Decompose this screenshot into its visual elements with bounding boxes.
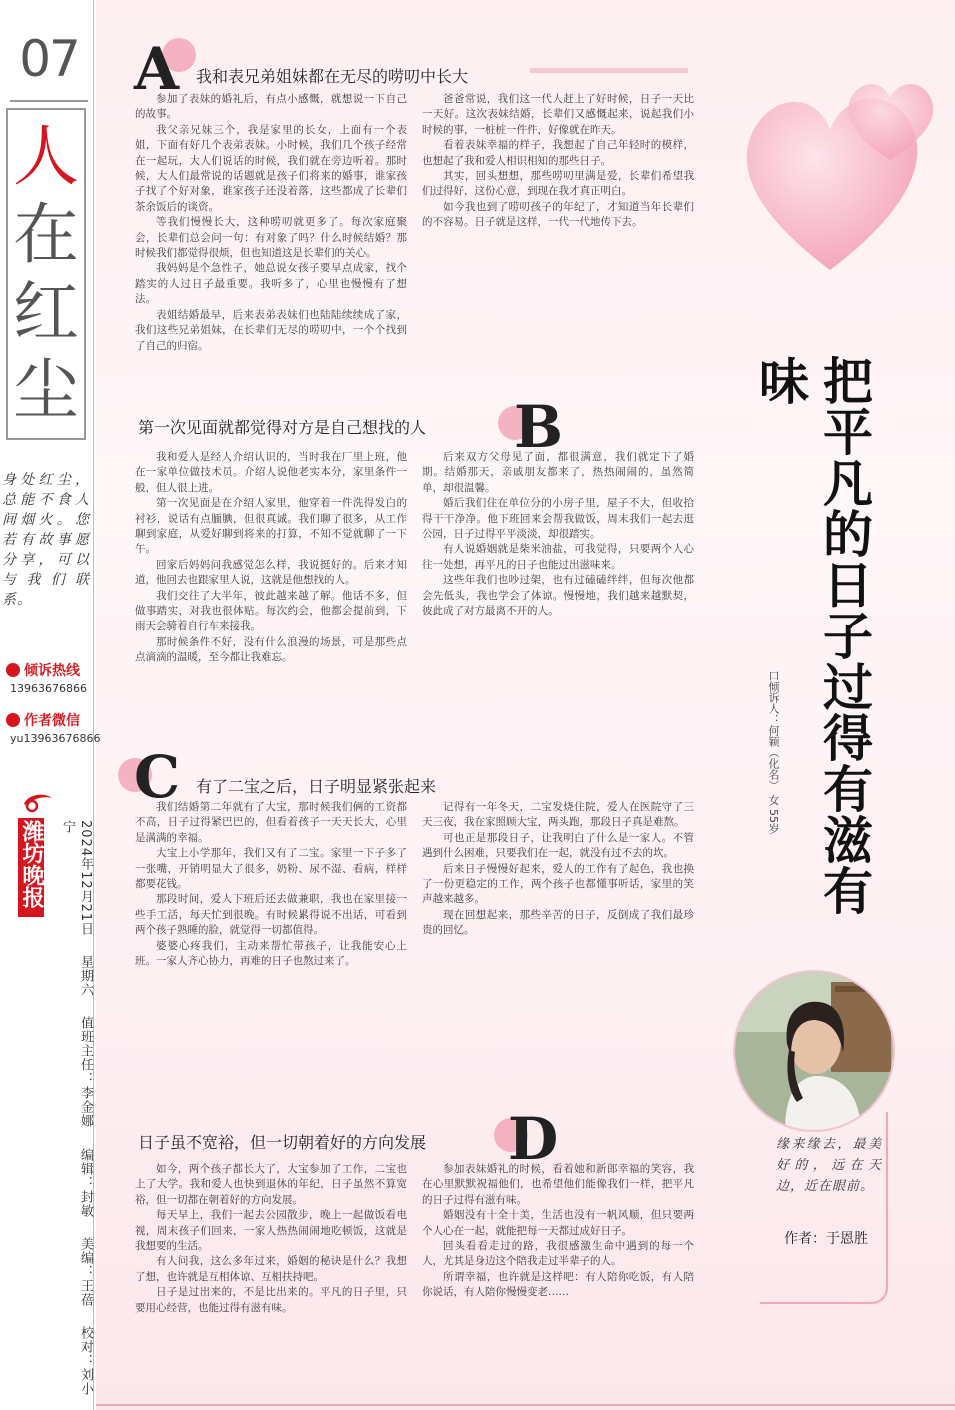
edition-meta	[58, 820, 94, 1410]
wechat-id: yu13963676866	[10, 732, 101, 745]
section-a-bar	[530, 68, 688, 73]
section-a-column-1: 参加了表妹的婚礼后，有点小感慨，就想说一下自己的故事。 我父亲兄妹三个，我是家里的长女，上面有一个表姐，下面有好几个表弟表妹。小时候，我们几个孩子经常在一起玩，大人们说话的时候，我们就在旁边听着。那时候，大人们最常说的话题就是孩子们将来的婚事，谁家孩子找了个好对象，谁家孩子还没着落，这些都成了长辈们茶余饭后的谈资。 等我们慢慢长大，这种唠叨就更多了。每次家庭聚会，长辈们总会问一句：有对象了吗？什么时候结婚？那时候我们都觉得很烦，但也知道这是长辈们的关心。 我妈妈是个急性子，她总说女孩子要早点成家，找个踏实的人过日子最重要。我听多了，心里也慢慢有了想法。 表姐结婚最早，后来表弟表妹们也陆陆续续成了家，我们这些兄弟姐妹，在长辈们无尽的唠叨中，一个个找到了自己的归宿。	[135, 93, 407, 352]
column-title	[6, 118, 86, 430]
article-author: 作者：于恩胜	[784, 1231, 868, 1247]
section-a-title: 我和表兄弟姐妹都在无尽的唠叨中长大	[196, 67, 469, 86]
hotline-label: 倾诉热线	[6, 660, 80, 680]
column-title-char: 尘	[13, 352, 79, 429]
portrait-photo	[735, 972, 893, 1130]
pull-quote: 缘来缘去，最美好的，远在天边，近在眼前。	[776, 1137, 882, 1194]
column-title-char: 人	[13, 118, 79, 195]
bottom-rule	[96, 1404, 955, 1406]
article-byline: 口倾诉人：何颖（化名） 女 55岁	[767, 670, 780, 834]
section-c-title: 有了二宝之后，日子明显紧张起来	[196, 777, 437, 796]
section-b-title: 第一次见面就都觉得对方是自己想找的人	[138, 418, 427, 437]
section-d-column-1: 如今，两个孩子都长大了，大宝参加了工作，二宝也上了大学。我和爱人也快到退休的年纪，日子虽然不算宽裕，但一切都在朝着好的方向发展。 每天早上，我们一起去公园散步，晚上一起做饭看电视，周末孩子们回来，一家人热热闹闹地吃顿饭，这就是我想要的生活。 有人问我，这么多年过来，婚姻的秘诀是什么？我想了想，也许就是互相体谅、互相扶持吧。 日子是过出来的，不是比出来的。平凡的日子里，只要用心经营，也能过得有滋有味。	[135, 1163, 407, 1314]
column-title-char: 红	[13, 274, 79, 351]
art-editor: 美编：王蓓	[78, 1236, 93, 1307]
section-b-column-2: 后来双方父母见了面，都很满意，我们就定下了婚期。结婚那天，亲戚朋友都来了，热热闹闹的，虽然简单，却很温馨。 婚后我们住在单位分的小房子里，屋子不大，但收拾得干干净净。他下班回来会帮我做饭，周末我们一起去逛公园，日子过得平平淡淡，却很踏实。 有人说婚姻就是柴米油盐，可我觉得，只要两个人心往一处想，再平凡的日子也能过出滋味来。 这些年我们也吵过架，也有过磕磕绊绊，但每次他都会先低头，我也学会了体谅。慢慢地，我们越来越默契，彼此成了对方最离不开的人。	[422, 451, 694, 618]
proofreader: 校对：刘小宁	[60, 820, 93, 1396]
wechat-icon	[6, 713, 20, 727]
section-b-column-1: 我和爱人是经人介绍认识的，当时我在厂里上班，他在一家单位做技术员。介绍人说他老实本分，家里条件一般，但人很上进。 第一次见面是在介绍人家里，他穿着一件洗得发白的衬衫，说话有点腼腆，但很真诚。我们聊了很多，从工作聊到家庭，从爱好聊到将来的打算，不知不觉就聊了一下午。 回家后妈妈问我感觉怎么样，我说挺好的。后来才知道，他回去也跟家里人说，这就是他想找的人。 我们交往了大半年，彼此越来越了解。他话不多，但做事踏实，对我也很体贴。每次约会，他都会提前到，下雨天会骑着自行车来接我。 那时候条件不好，没有什么浪漫的场景，可是那些点点滴滴的温暖，至今都让我难忘。	[135, 451, 407, 664]
author-portrait	[733, 970, 895, 1132]
newspaper-logo-icon	[20, 790, 56, 814]
column-intro: 身处红尘，总能不食人间烟火。您若有故事愿分享，可以与我们联系。	[2, 472, 90, 608]
section-a-column-2: 爸爸常说，我们这一代人赶上了好时候，日子一天比一天好。这次表妹结婚，长辈们又感慨起来，说起我们小时候的事，一桩桩一件件，好像就在昨天。 看着表妹幸福的样子，我想起了自己年轻时的模样，也想起了我和爱人相识相知的那些日子。 其实，回头想想，那些唠叨里满是爱，长辈们希望我们过得好，这份心意，到现在我才真正明白。 如今我也到了唠叨孩子的年纪了，才知道当年长辈们的不容易。日子就是这样，一代一代地传下去。	[422, 93, 694, 229]
column-title-char: 在	[13, 196, 79, 273]
wechat-label: 作者微信	[6, 710, 80, 730]
section-b-letter: B	[514, 393, 564, 461]
page-number: 07	[19, 30, 79, 88]
section-d-column-2: 参加表妹婚礼的时候，看着她和新郎幸福的笑容，我在心里默默祝福他们，也希望他们能像我们一样，把平凡的日子过得有滋有味。 婚姻没有十全十美，生活也没有一帆风顺，但只要两个人心在一起，就能把每一天都过成好日子。 回头看看走过的路，我很感激生命中遇到的每一个人，尤其是身边这个陪我走过半辈子的人。 所谓幸福，也许就是这样吧：有人陪你吃饭，有人陪你说话，有人陪你慢慢变老……	[422, 1163, 694, 1299]
newspaper-name: 潍坊晚报	[18, 818, 44, 917]
section-d-letter: D	[508, 1105, 559, 1173]
section-a-letter: A	[134, 35, 180, 103]
page-number-rule	[10, 100, 88, 102]
issue-date: 2024年12月21日	[78, 820, 93, 937]
section-c-letter: C	[134, 743, 181, 811]
hotline-number: 13963676866	[10, 682, 87, 695]
hearts-decoration	[720, 40, 945, 300]
editor: 编辑：封敏	[78, 1147, 93, 1218]
article-headline: 把平凡的日子过得有滋有味	[751, 355, 873, 916]
phone-icon	[6, 663, 20, 677]
duty-editor: 值班主任：李金娜	[78, 1016, 93, 1129]
section-c-column-2: 记得有一年冬天，二宝发烧住院，爱人在医院守了三天三夜，我在家照顾大宝，两头跑，那段日子真是难熬。 可也正是那段日子，让我明白了什么是一家人。不管遇到什么困难，只要我们在一起，就没有过不去的坎。 后来日子慢慢好起来，爱人的工作有了起色，我也换了一份更稳定的工作，两个孩子也都懂事听话，家里的笑声越来越多。 现在回想起来，那些辛苦的日子，反倒成了我们最珍贵的回忆。	[422, 801, 694, 937]
section-c-column-1: 我们结婚第二年就有了大宝，那时候我们俩的工资都不高，日子过得紧巴巴的，但看着孩子一天天长大，心里是满满的幸福。 大宝上小学那年，我们又有了二宝。家里一下子多了一张嘴，开销明显大了很多，奶粉、尿不湿、看病，样样都要花钱。 那段时间，爱人下班后还去做兼职，我也在家里接一些手工活，每天忙到很晚。有时候累得说不出话，可看到两个孩子熟睡的脸，就觉得一切都值得。 婆婆心疼我们，主动来帮忙带孩子，让我能安心上班。一家人齐心协力，再难的日子也熬过来了。	[135, 801, 407, 968]
issue-weekday: 星期六	[78, 955, 93, 998]
section-d-title: 日子虽不宽裕，但一切朝着好的方向发展	[138, 1133, 427, 1152]
